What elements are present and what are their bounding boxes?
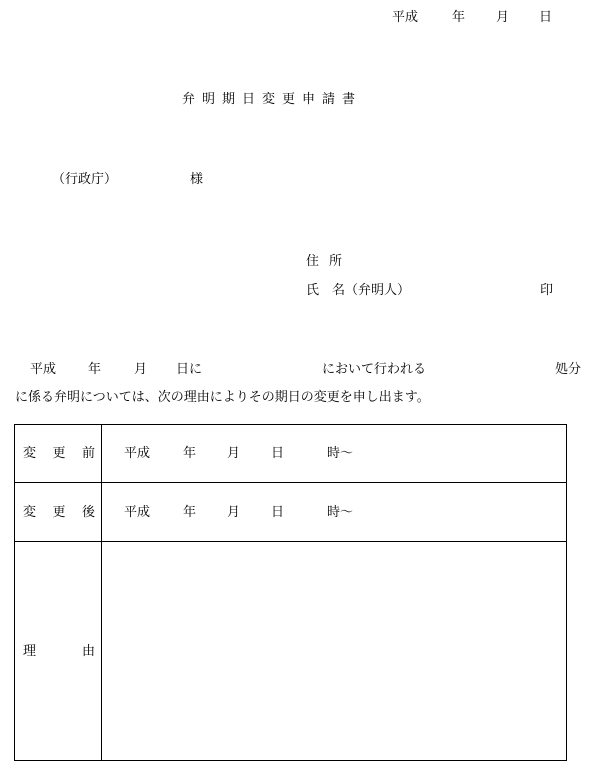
date-era: 平成 — [392, 10, 419, 25]
body-held-at: において行われる — [322, 362, 427, 377]
body-month: 月 — [134, 362, 148, 377]
body-disposition: 処分 — [555, 362, 582, 377]
request-table — [14, 424, 567, 761]
seal-mark: 印 — [540, 283, 554, 298]
body-day: 日に — [176, 362, 203, 377]
date-day: 日 — [539, 10, 553, 25]
before-change-label: 変 更 前 — [23, 446, 95, 461]
reason-label: 理 由 — [23, 644, 95, 659]
document-title: 弁明期日変更申請書 — [182, 92, 363, 107]
before-change-value: 平成 年 月 日 時～ — [124, 446, 354, 461]
date-month: 月 — [496, 10, 510, 25]
body-line-1 — [0, 362, 590, 378]
body-era: 平成 — [30, 362, 57, 377]
body-line-2: に係る弁明については、次の理由によりその期日の変更を申し出ます。 — [15, 390, 430, 405]
addressee-office: （行政庁） — [52, 172, 118, 187]
table-row-divider — [15, 541, 566, 542]
date-year: 年 — [452, 10, 466, 25]
table-row-divider — [15, 482, 566, 483]
table-column-divider — [101, 425, 102, 760]
after-change-label: 変 更 後 — [23, 505, 95, 520]
name-label: 氏 名（弁明人） — [306, 283, 411, 298]
after-change-value: 平成 年 月 日 時～ — [124, 505, 354, 520]
reason-field[interactable] — [103, 543, 565, 759]
body-year: 年 — [88, 362, 102, 377]
address-label: 住所 — [306, 254, 353, 269]
addressee-honorific: 様 — [190, 172, 204, 187]
